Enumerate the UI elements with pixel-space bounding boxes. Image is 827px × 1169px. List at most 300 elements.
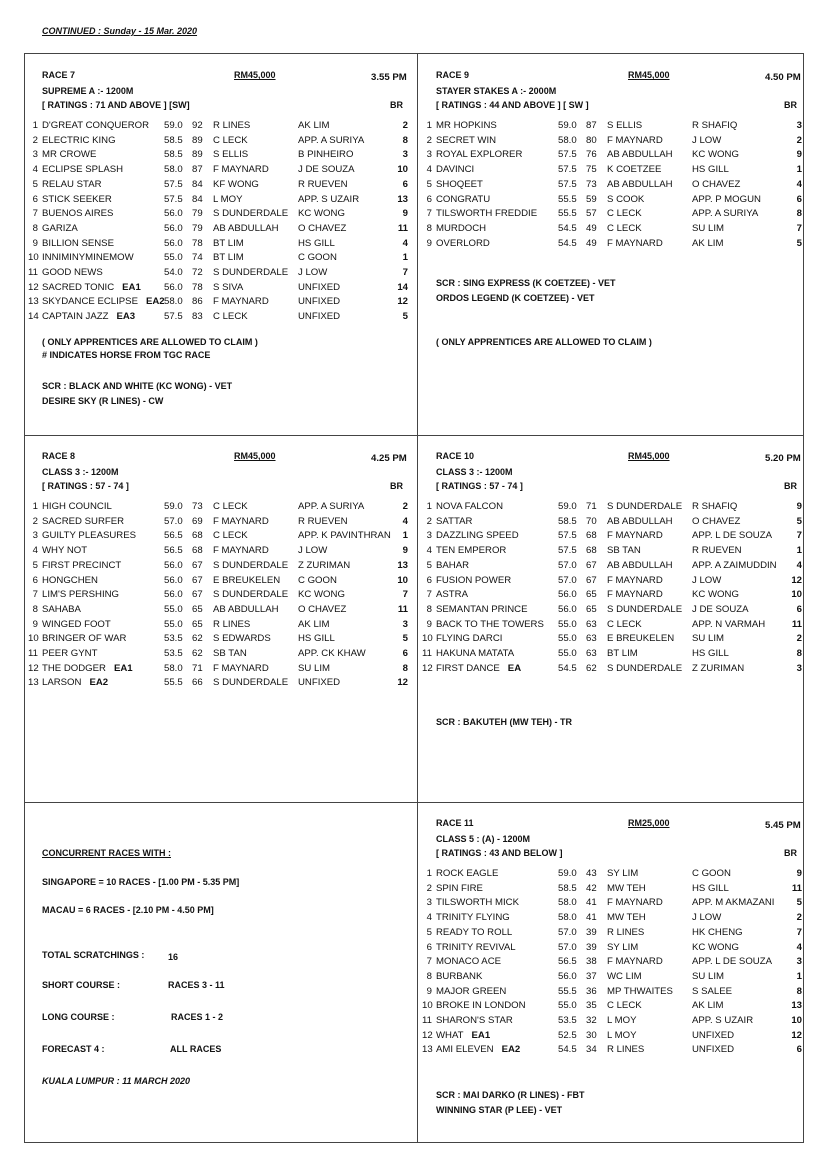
runner-row [420,560,810,574]
trainer: C LECK [607,1000,642,1012]
rating: 71 [192,662,203,674]
jockey: HS GILL [692,882,729,894]
page-header: CONTINUED : Sunday - 15 Mar. 2020 [42,26,198,36]
jockey: APP. N VARMAH [692,618,766,630]
runner-row [26,164,416,178]
jockey: UNFIXED [298,296,341,308]
rating: 89 [192,134,203,146]
concurrent-races-title: CONCURRENT RACES WITH : [42,848,171,858]
br-header: BR [390,481,403,491]
trainer: S ELLIS [213,149,249,161]
race-note: SCR : BAKUTEH (MW TEH) - TR [436,717,572,727]
runner-row [26,575,416,589]
rating: 38 [586,956,597,968]
rating: 87 [192,164,203,176]
horse-name: GUILTY PLEASURES [42,530,137,542]
trainer: WC LIM [607,970,642,982]
barrier: 4 [402,237,408,249]
barrier: 13 [791,1000,802,1012]
runner-row [26,663,416,677]
trainer: S EDWARDS [213,633,271,645]
weight: 54.0 [164,267,183,278]
rating: 63 [586,618,597,630]
jockey: J LOW [298,545,328,557]
horse-name: BROKE IN LONDON [436,1000,526,1012]
runner-number: 4 [32,545,38,557]
trainer: F MAYNARD [213,515,269,527]
runner-number: 1 [32,120,38,131]
horse-name: OVERLORD [436,237,490,249]
runner-number: 2 [32,515,38,527]
weight: 56.0 [558,603,577,615]
jockey: APP. A SURIYA [298,134,365,146]
runner-row [420,223,810,237]
barrier: 12 [397,296,408,308]
horse-name: CONGRATU [436,193,491,205]
runner-row [26,149,416,163]
jockey: C GOON [692,868,731,879]
jockey: HS GILL [298,633,335,645]
rating: 63 [586,633,597,645]
race-time: 4.50 PM [765,72,801,83]
jockey: UNFIXED [298,281,341,293]
trainer: E BREUKELEN [213,574,281,586]
weight: 55.0 [558,633,577,645]
race-note: ( ONLY APPRENTICES ARE ALLOWED TO CLAIM ) [42,337,258,347]
race-name: CLASS 3 :- 1200M [436,467,513,477]
forecast-label: FORECAST 4 : [42,1044,105,1054]
horse-name: HAKUNA MATATA [436,648,515,659]
runner-number: 8 [426,970,432,982]
runner-row [420,1000,810,1014]
race-name: CLASS 3 :- 1200M [42,467,119,477]
runner-number: 5 [32,559,38,571]
runner-row [26,135,416,149]
race-note: ORDOS LEGEND (K COETZEE) - VET [436,293,595,303]
race-purse: RM45,000 [234,451,276,461]
runner-number: 6 [32,574,38,586]
weight: 58.5 [164,134,183,146]
total-scratchings-label: TOTAL SCRATCHINGS : [42,950,145,960]
runner-row [26,223,416,237]
trainer: L MOY [213,193,243,205]
barrier: 4 [796,941,802,953]
runner-number: 1 [426,120,432,131]
rating: 42 [586,882,597,894]
weight: 57.5 [164,311,183,323]
trainer: SB TAN [607,545,641,557]
horse-name: SAHABA [42,603,81,615]
trainer: C LECK [607,618,642,630]
jockey: HS GILL [692,648,729,659]
emergency-acceptance-tag: EA1 [114,281,141,293]
race-title: RACE 9 [436,70,470,80]
rating: 83 [192,311,203,323]
weight: 55.5 [164,677,183,689]
trainer: K COETZEE [607,164,662,176]
trainer: F MAYNARD [607,589,663,601]
runner-row [420,942,810,956]
trainer: MW TEH [607,912,646,924]
trainer: BT LIM [607,648,638,659]
barrier: 7 [796,926,802,938]
br-header: BR [784,100,797,110]
barrier: 7 [402,267,408,278]
rating: 69 [192,515,203,527]
runner-number: 9 [426,237,432,249]
barrier: 8 [796,648,802,659]
horse-name: FLYING DARCI [436,633,503,645]
weight: 54.5 [558,237,577,249]
horse-name: TILSWORTH MICK [436,897,519,909]
trainer: SY LIM [607,868,639,879]
weight: 53.5 [558,1015,577,1026]
runner-row [26,648,416,662]
weight: 59.0 [164,120,183,131]
horse-name: SEMANTAN PRINCE [436,603,528,615]
jockey: SU LIM [692,970,724,982]
runner-row [420,589,810,603]
barrier: 4 [402,515,408,527]
race-title: RACE 8 [42,451,76,461]
weight: 54.5 [558,662,577,674]
barrier: 8 [402,662,408,674]
weight: 56.0 [164,222,183,234]
runner-row [420,971,810,985]
weight: 55.0 [558,1000,577,1012]
weight: 57.5 [558,178,577,190]
runner-number: 1 [32,501,38,512]
barrier: 14 [397,281,408,293]
barrier: 6 [796,193,802,205]
rating: 34 [586,1044,597,1056]
rating: 79 [192,208,203,220]
rating: 92 [192,120,203,131]
weight: 56.0 [164,237,183,249]
barrier: 3 [796,662,802,674]
runner-number: 3 [32,149,38,161]
runner-row [26,179,416,193]
runner-row [26,530,416,544]
runner-number: 5 [426,178,432,190]
race-title: RACE 7 [42,70,76,80]
race-7-panel [26,70,416,430]
horse-name: TRINITY REVIVAL [436,941,516,953]
jockey: APP. L DE SOUZA [692,956,772,968]
trainer: S COOK [607,193,645,205]
weight: 55.0 [164,603,183,615]
runner-number: 5 [426,926,432,938]
runner-number: 11 [422,648,432,659]
barrier: 11 [791,882,802,894]
trainer: S ELLIS [607,120,643,131]
barrier: 6 [402,648,408,659]
barrier: 3 [402,149,408,161]
horse-name: WHY NOT [42,545,88,557]
trainer: AB ABDULLAH [213,603,279,615]
trainer: AB ABDULLAH [607,559,673,571]
jockey: KC WONG [692,589,739,601]
race-note: WINNING STAR (P LEE) - VET [436,1105,563,1115]
runner-number: 12 [422,1029,433,1041]
horse-name: SPIN FIRE [436,882,483,894]
rating: 68 [192,545,203,557]
trainer: C LECK [213,501,248,512]
rating: 67 [192,589,203,601]
runner-number: 9 [426,985,432,997]
runner-number: 1 [426,868,432,879]
rating: 89 [192,149,203,161]
trainer: C LECK [213,530,248,542]
runner-row [26,619,416,633]
jockey: R RUEVEN [298,515,348,527]
rating: 57 [586,208,597,220]
runner-number: 2 [426,134,432,146]
race-note: SCR : MAI DARKO (R LINES) - FBT [436,1090,585,1100]
runner-row [420,633,810,647]
horse-name: ASTRA [436,589,468,601]
runner-number: 11 [28,267,38,278]
trainer: S DUNDERDALE [607,603,683,615]
trainer: BT LIM [213,252,244,264]
runner-number: 10 [28,252,39,264]
runner-row [420,516,810,530]
horse-name: TILSWORTH FREDDIE [436,208,538,220]
runner-number: 4 [426,545,432,557]
rating: 78 [192,237,203,249]
runner-row [420,648,810,662]
jockey: KC WONG [298,208,345,220]
trainer: C LECK [607,222,642,234]
barrier: 12 [791,574,802,586]
weight: 59.0 [558,120,577,131]
barrier: 3 [402,618,408,630]
barrier: 6 [796,1044,802,1056]
emergency-acceptance-tag: EA2 [493,1044,521,1056]
trainer: L MOY [607,1029,637,1041]
runner-number: 7 [32,208,38,220]
trainer: C LECK [607,208,642,220]
race-note: DESIRE SKY (R LINES) - CW [42,396,164,406]
jockey: Z ZURIMAN [298,559,351,571]
runner-row [420,897,810,911]
barrier: 12 [791,1029,802,1041]
rating: 37 [586,970,597,982]
horse-name: BRINGER OF WAR [42,633,127,645]
race-name: CLASS 5 : (A) - 1200M [436,834,531,844]
race-10-panel [420,451,810,791]
horse-name: HONGCHEN [42,574,98,586]
barrier: 5 [402,311,408,323]
runner-number: 12 [28,662,39,674]
weight: 55.5 [558,193,577,205]
runner-row [420,545,810,559]
jockey: B PINHEIRO [298,149,354,161]
runner-number: 6 [426,574,432,586]
barrier: 5 [796,515,802,527]
barrier: 1 [402,530,408,542]
macau-races: MACAU = 6 RACES - [2.10 PM - 4.50 PM] [42,905,214,915]
weight: 57.5 [558,149,577,161]
horse-name: STICK SEEKER [42,193,112,205]
horse-name: PEER GYNT [42,648,98,659]
runner-number: 2 [32,134,38,146]
emergency-acceptance-tag: EA1 [105,662,133,674]
horse-name: READY TO ROLL [436,926,513,938]
runner-row [420,194,810,208]
trainer: L MOY [607,1015,637,1026]
race-ratings: [ RATINGS : 57 - 74 ] [42,481,129,491]
weight: 57.0 [164,515,183,527]
jockey: APP. A ZAIMUDDIN [692,559,777,571]
runner-row [420,1015,810,1029]
barrier: 8 [402,134,408,146]
runner-number: 7 [32,589,38,601]
trainer: S DUNDERDALE [213,267,289,278]
weight: 55.0 [558,618,577,630]
rating: 79 [192,222,203,234]
weight: 59.0 [558,868,577,879]
rating: 87 [586,120,597,131]
barrier: 10 [397,574,408,586]
rating: 71 [586,501,597,512]
weight: 55.0 [164,618,183,630]
horse-name: LARSON EA2 [42,677,109,689]
horse-name: SHOQEET [436,178,483,190]
runner-number: 6 [426,941,432,953]
runner-number: 5 [32,178,38,190]
runner-row [420,604,810,618]
race-purse: RM45,000 [628,451,670,461]
barrier: 1 [796,164,802,176]
barrier: 5 [796,897,802,909]
weight: 56.5 [164,545,183,557]
race-time: 5.20 PM [765,453,801,464]
barrier: 10 [791,1015,802,1026]
horse-name: BUENOS AIRES [42,208,114,220]
runner-number: 8 [32,603,38,615]
runner-number: 13 [28,296,39,308]
horse-name: FIRST PRECINCT [42,559,122,571]
jockey: KC WONG [692,149,739,161]
divider-row-2 [24,802,804,803]
weight: 58.5 [558,515,577,527]
rating: 68 [586,545,597,557]
runner-number: 9 [32,618,38,630]
trainer: S SIVA [213,281,244,293]
race-ratings: [ RATINGS : 71 AND ABOVE ] [SW] [42,100,190,110]
rating: 74 [192,252,203,264]
runner-number: 5 [426,559,432,571]
trainer: S DUNDERDALE [607,662,683,674]
race-time: 4.25 PM [371,453,407,464]
runner-number: 12 [422,662,433,674]
jockey: J LOW [692,574,722,586]
jockey: Z ZURIMAN [692,662,745,674]
barrier: 2 [796,912,802,924]
horse-name: LIM'S PERSHING [42,589,119,601]
jockey: S SALEE [692,985,732,997]
runner-row [26,311,416,325]
jockey: R RUEVEN [298,178,348,190]
horse-name: BILLION SENSE [42,237,114,249]
rating: 86 [192,296,203,308]
runner-row [420,912,810,926]
runner-row [420,179,810,193]
race-ratings: [ RATINGS : 44 AND ABOVE ] [ SW ] [436,100,589,110]
weight: 57.5 [558,530,577,542]
horse-name: SECRET WIN [436,134,497,146]
barrier: 9 [796,868,802,879]
trainer: BT LIM [213,237,244,249]
barrier: 1 [796,970,802,982]
runner-number: 6 [32,193,38,205]
jockey: J LOW [692,134,722,146]
rating: 75 [586,164,597,176]
jockey: KC WONG [298,589,345,601]
horse-name: TEN EMPEROR [436,545,507,557]
jockey: O CHAVEZ [692,178,741,190]
runner-row [26,677,416,691]
runner-row [420,164,810,178]
race-title: RACE 11 [436,818,474,828]
runner-number: 10 [422,1000,433,1012]
runner-number: 2 [426,515,432,527]
horse-name: MAJOR GREEN [436,985,507,997]
rating: 39 [586,926,597,938]
runner-number: 3 [426,530,432,542]
runner-number: 8 [426,603,432,615]
weight: 58.0 [558,134,577,146]
trainer: F MAYNARD [213,662,269,674]
race-purse: RM45,000 [234,70,276,80]
jockey: APP. K PAVINTHRAN [298,530,391,542]
runner-number: 7 [426,956,432,968]
runner-number: 3 [426,149,432,161]
rating: 62 [192,633,203,645]
trainer: MP THWAITES [607,985,673,997]
jockey: HS GILL [692,164,729,176]
barrier: 1 [402,252,408,264]
race-purse: RM25,000 [628,818,670,828]
jockey: UNFIXED [692,1044,735,1056]
runner-row [420,530,810,544]
rating: 80 [586,134,597,146]
jockey: R SHAFIQ [692,120,738,131]
runner-row [420,238,810,252]
jockey: C GOON [298,574,337,586]
rating: 78 [192,281,203,293]
weight: 54.5 [558,222,577,234]
short-course-value: RACES 3 - 11 [168,980,225,990]
runner-row [26,560,416,574]
runner-number: 4 [426,912,432,924]
jockey: O CHAVEZ [692,515,741,527]
weight: 56.0 [164,559,183,571]
race-title: RACE 10 [436,451,475,461]
runner-row [420,120,810,134]
runner-number: 12 [28,281,39,293]
weight: 56.0 [164,208,183,220]
weight: 56.5 [164,530,183,542]
footer-location-date: KUALA LUMPUR : 11 MARCH 2020 [42,1076,191,1086]
emergency-acceptance-tag: EA2 [137,296,165,308]
race-purse: RM45,000 [628,70,670,80]
jockey: J DE SOUZA [298,164,355,176]
weight: 57.5 [558,545,577,557]
weight: 57.5 [558,164,577,176]
trainer: F MAYNARD [213,296,269,308]
